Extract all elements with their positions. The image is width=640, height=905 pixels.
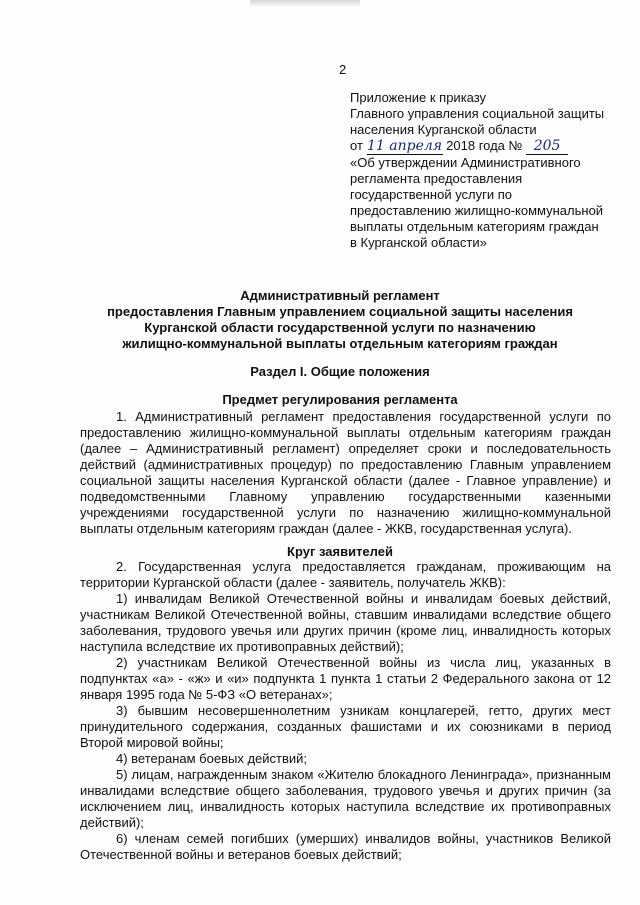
applicants-body	[80, 559, 611, 863]
document-title	[40, 288, 640, 352]
appendix-date-line	[350, 138, 620, 155]
appendix-line: регламента предоставления	[350, 171, 523, 186]
appendix-line: государственной услуги по	[350, 187, 513, 202]
appendix-line: в Курганской области»	[350, 235, 487, 250]
appendix-line: Приложение к приказу	[350, 90, 487, 105]
title-line: жилищно-коммунальной выплаты отдельным категориям граждан	[122, 336, 558, 351]
appendix-line: выплаты отдельным категориям граждан	[350, 219, 599, 234]
appendix-line: населения Курганской области	[350, 122, 537, 137]
appendix-line: Главного управления социальной защиты	[350, 106, 605, 121]
title-line: предоставления Главным управлением социальной защиты населения	[107, 304, 573, 319]
appendix-line: предоставлению жилищно-коммунальной	[350, 203, 604, 218]
paragraph: 2. Государственная услуга предоставляется гражданам, проживающим на территории Курганской области (далее - заявитель, получатель ЖКВ):	[80, 559, 611, 590]
title-line: Курганской области государственной услуги по назначению	[144, 320, 536, 335]
paragraph: 1. Административный регламент предоставления государственной услуги по предоставлению жилищно-коммунальной выплаты отдельным категориям граждан (далее – Административный регламент) определяет сроки и последовательность действий (административных процедур) по предоставлению Главным управлением социальной защиты населения Курганской области (далее - Главное управление) и подведомственными Главному управлению государственными казенными учреждениями государственной услуги по назначению жилищно-коммунальной выплаты отдельным категориям граждан (далее - ЖКВ, государственная услуга).	[80, 409, 611, 536]
scan-artifact	[250, 0, 360, 6]
list-item: 5) лицам, награжденным знаком «Жителю блокадного Ленинграда», признанным инвалидами вследствие общего заболевания, трудового увечья и других причин (за исключением лиц, инвалидность которых наступила вследствие их противоправных действий);	[80, 767, 611, 830]
appendix-line: «Об утверждении Административного	[350, 155, 581, 170]
list-item: 1) инвалидам Великой Отечественной войны и инвалидам боевых действий, участникам Великой Отечественной войны, ставшим инвалидами вследствие общего заболевания, трудового увечья или других причин (кроме лиц, инвалидность которых наступила вследствие их противоправных действий);	[80, 591, 611, 654]
subject-body	[80, 409, 611, 537]
from-label: от	[350, 138, 363, 153]
year-text: 2018 года №	[446, 138, 523, 153]
subject-heading: Предмет регулирования регламента	[222, 392, 458, 407]
section-title: Раздел I. Общие положения	[250, 364, 430, 379]
applicants-heading: Круг заявителей	[287, 544, 393, 559]
list-item: 3) бывшим несовершеннолетним узникам концлагерей, гетто, других мест принудительного содержания, созданных фашистами и их союзниками в период Второй мировой войны;	[80, 703, 611, 750]
appendix-block	[350, 90, 620, 251]
handwritten-number: 205	[526, 138, 568, 155]
list-item: 6) членам семей погибших (умерших) инвалидов войны, участников Великой Отечественной войны и ветеранов боевых действий;	[80, 831, 611, 862]
list-item: 2) участникам Великой Отечественной войны из числа лиц, указанных в подпунктах «а» - «ж» и «и» подпункта 1 пункта 1 статьи 2 Федерального закона от 12 января 1995 года № 5-ФЗ «О ветеранах»;	[80, 655, 611, 702]
handwritten-date: 11 апреля	[367, 138, 443, 154]
title-line: Административный регламент	[240, 288, 440, 303]
list-item: 4) ветеранам боевых действий;	[116, 751, 308, 766]
page-number: 2	[339, 62, 347, 77]
